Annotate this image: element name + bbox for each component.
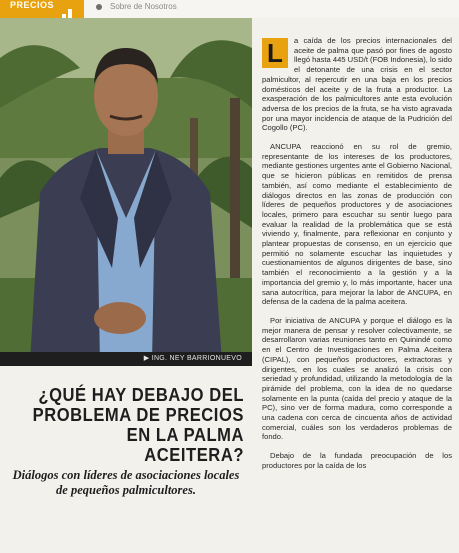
caption-bar — [0, 352, 252, 366]
paragraph-text: a caída de los precios internacionales del aceite de palma que pasó por fines de agosto llegó hasta 445 USD/t (FOB Indonesia), lo sido el detonante de una crisis en el sector palmicultor, al repercutir en una baja en los precios domésticos del aceite y de la fruta a productor. La exasperación de los palmicultores ante esta evolución adversa de los precios de la fruta, se ha visto agravada por una mayor incidencia de ataque de la Pudrición del Cogollo (PC). — [262, 36, 452, 133]
section-label: PRECIOS — [10, 0, 55, 10]
headline: ¿QUÉ HAY DEBAJO DEL PROBLEMA DE PRECIOS EN LA PALMA ACEITERA? — [32, 385, 245, 465]
subheadline: Diálogos con líderes de asociaciones locales de pequeños palmicultores. — [12, 468, 240, 497]
paragraph: Debajo de la fundada preocupación de los productores por la caída de los — [262, 451, 452, 470]
article-column — [262, 36, 452, 480]
portrait-photo — [0, 18, 252, 362]
photo-caption: ▶ ING. NEY BARRIONUEVO — [143, 355, 242, 362]
paragraph: Por iniciativa de ANCUPA y porque el diálogo es la mejor manera de pensar y resolver colectivamente, se desarrollaron varias reuniones tanto en Quinindé como en el Centro de Investigaciones en Palma Aceitera (CIPAL), con pequeños productores, extractoras y dirigentes, en los cuales se analizó la crisis con seriedad y profundidad, utilizando la metodología de la pirámide del problema, con la idea de no quedarse solamente en la punta (caída del precio y ataque de la PC), sino ver de forma madura, como corresponde a una cadena con cerca de cincuenta años de actividad comercial, cuáles son los verdaderos problemas de fondo. — [262, 315, 452, 442]
top-text: Sobre de Nosotros — [110, 2, 177, 11]
bullet-icon — [96, 4, 102, 10]
paragraph — [262, 36, 452, 133]
paragraph: ANCUPA reaccionó en su rol de gremio, representante de los intereses de los productores, mediante gestiones urgentes ante el Gobierno Nacional, que se hicieron públicas en remitidos de prensa también, así como mediante el establecimiento de diálogos directos en las zonas de producción con líderes de pequeños productores y de asociaciones locales, primero para escuchar su sentir luego para evaluar la realidad de la problemática que se está viviendo y, finalmente, para reflexionar en conjunto y plantear propuestas de consenso, en un ejercicio que permitió no solamente escuchar las inquietudes y cuestionamientos de algunos dirigentes de base, sino también el reconocimiento a la gestión y a la importancia del gremio y, lo más importante, hacer una sana autocrítica, para mejorar la labor de ANCUPA, en defensa de la cadena de la palma aceitera. — [262, 142, 452, 307]
dropcap: L — [262, 38, 288, 68]
